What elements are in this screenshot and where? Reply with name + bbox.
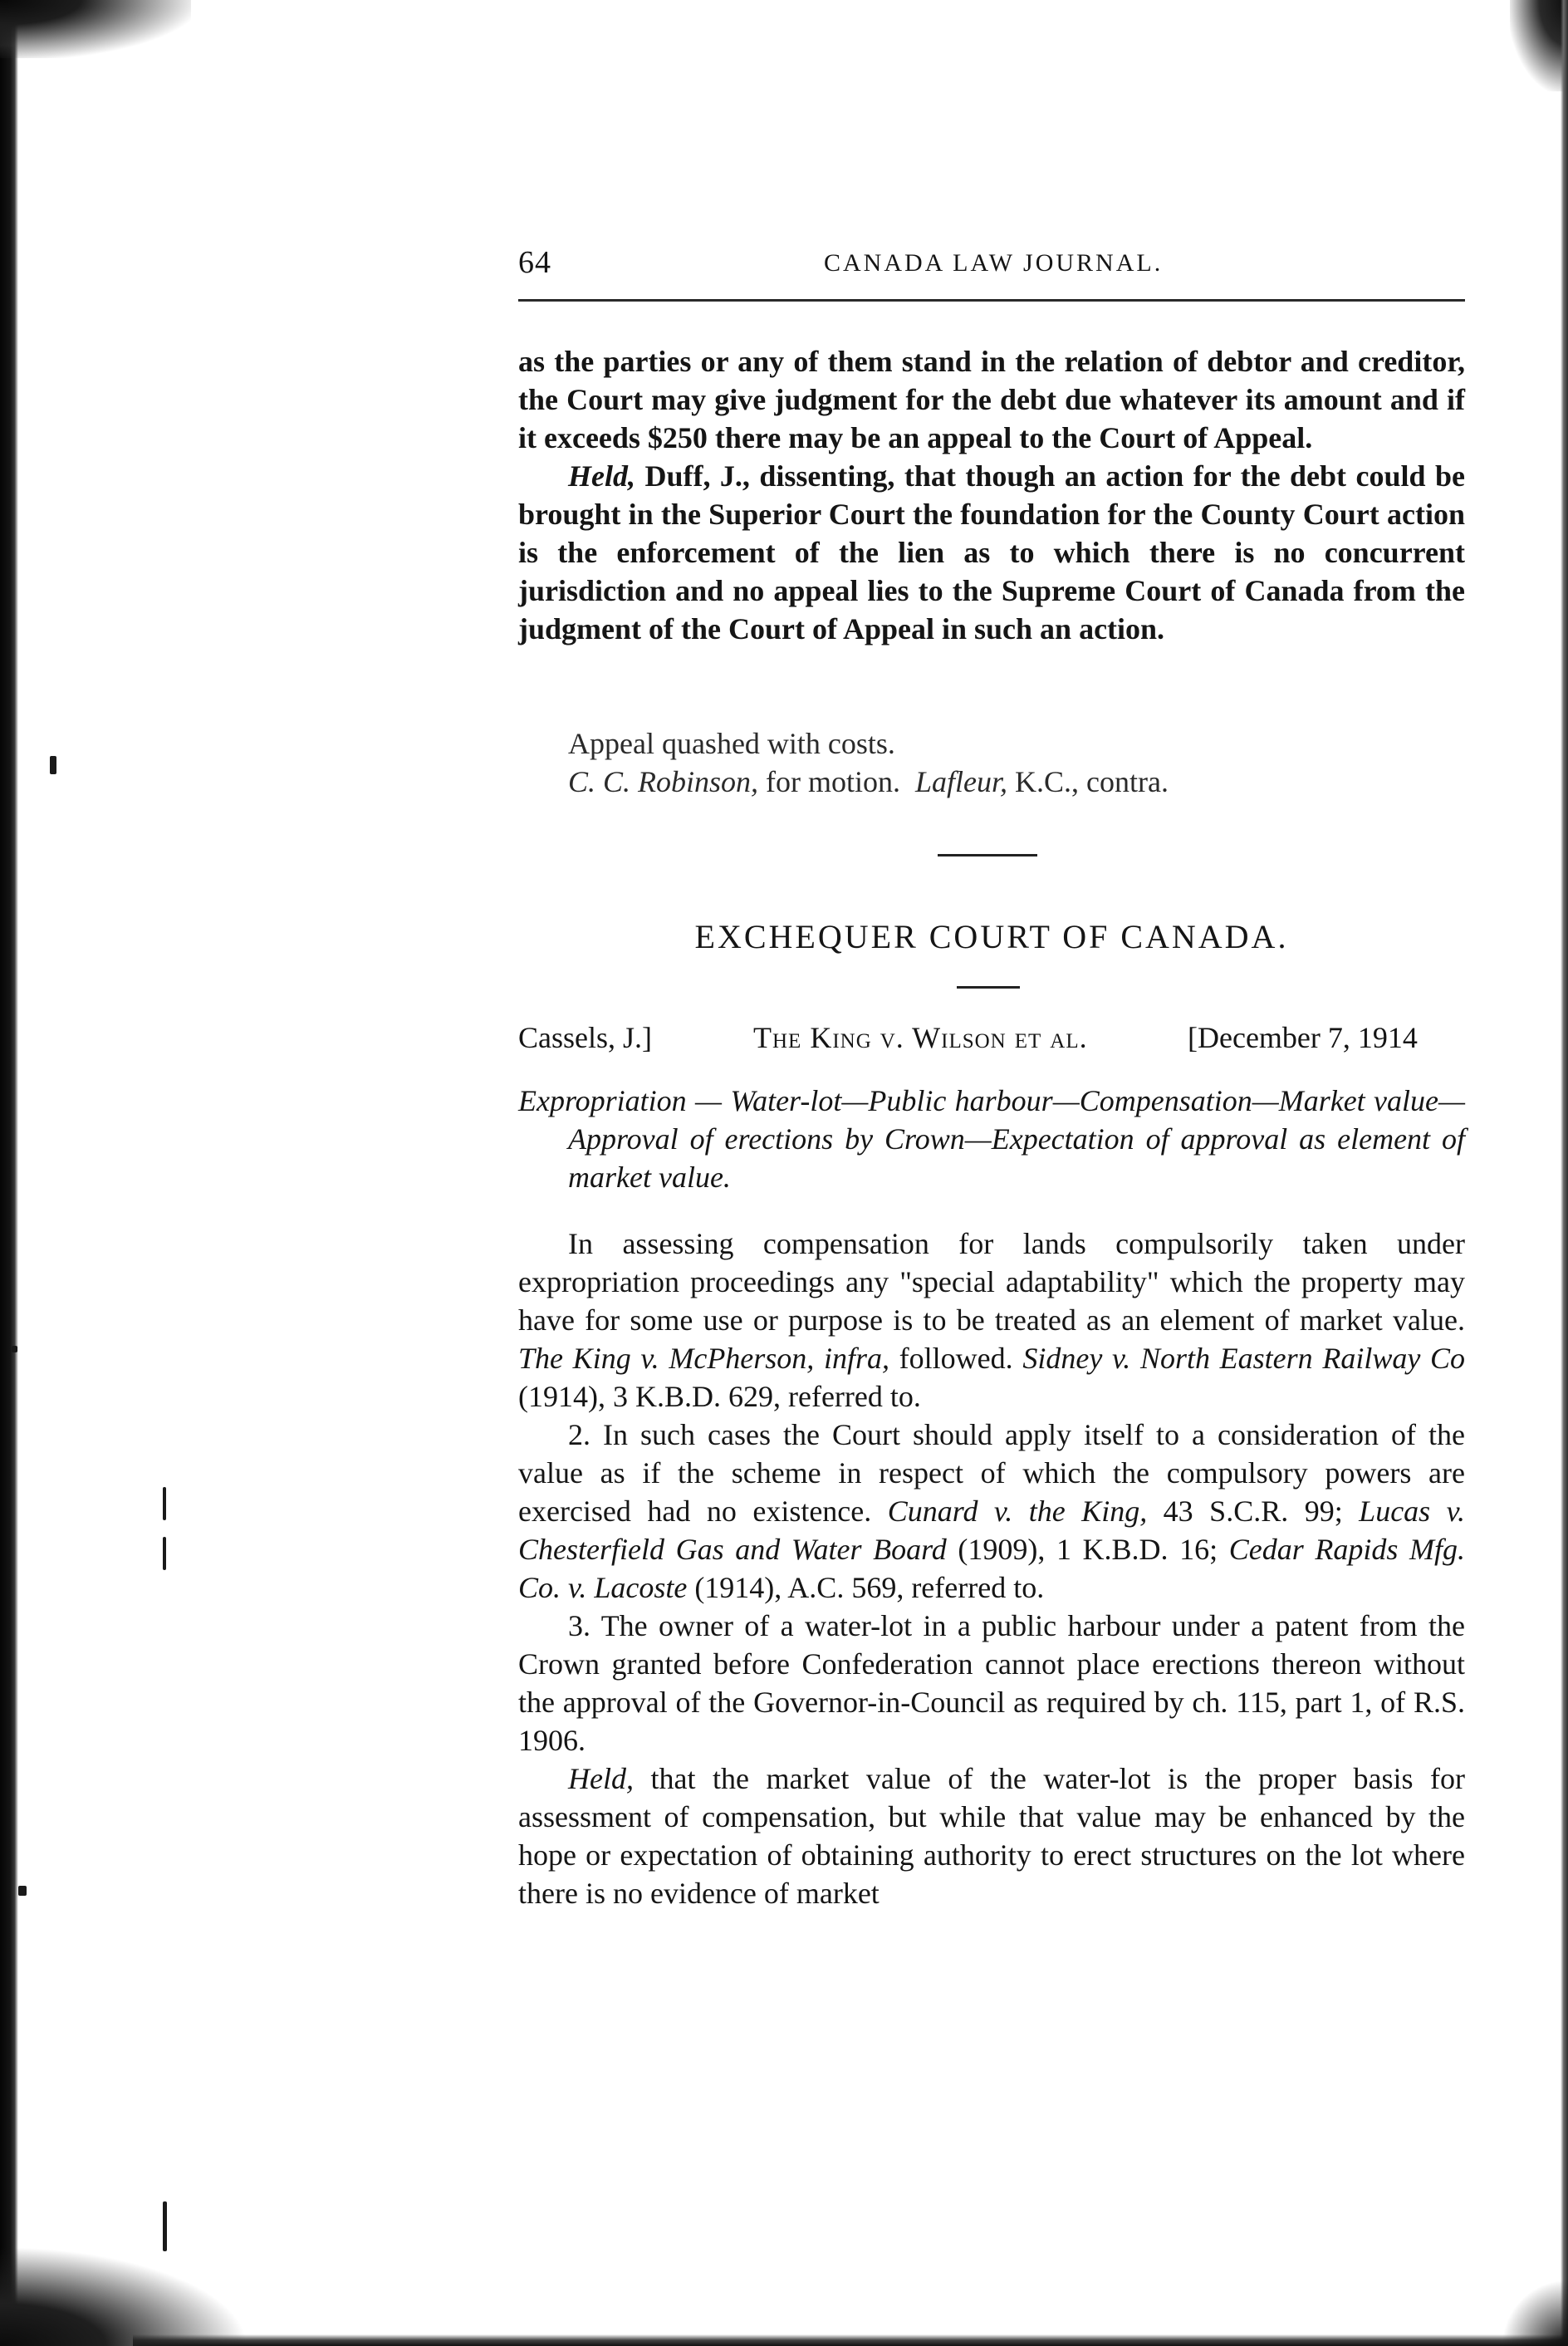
header-rule: [518, 299, 1465, 302]
citation: Sidney v. North Eastern Railway Co: [1012, 1342, 1465, 1375]
held-text: that though an action for the debt could be brought in the Superior Court the foundation for the County Court action is the enforcement of the lien as to which there is no concurrent jurisdiction and no appeal lies to the Supreme Court of Canada from the judgment of the Court of Appeal in such an action.: [518, 459, 1465, 645]
held-judge: Duff, J., dissenting,: [635, 459, 895, 493]
catchwords-text: Expropriation — Water-lot—Public harbour—Compensation—Market value—Approval of erections by Crown—Expectation of approval as element of market value.: [518, 1084, 1465, 1194]
paragraph-2-mid-2: (1909), 1 K.B.D. 16;: [946, 1533, 1218, 1566]
headnote-held: [518, 1760, 1465, 1912]
scan-corner-top-right: [1510, 0, 1568, 91]
scan-corner-top-left: [0, 0, 191, 58]
prior-case-held: [518, 457, 1465, 648]
scan-corner-bottom-left: [0, 2246, 249, 2346]
headnote-paragraph-3: 3. The owner of a water-lot in a public harbour under a patent from the Crown granted before Confederation cannot place erections thereon without the approval of the Governor-in-Council as required by ch. 115, part 1, of R.S. 1906.: [518, 1609, 1465, 1757]
style-of-cause: The King v. Wilson et al.: [753, 1021, 1088, 1054]
disposition: Appeal quashed with costs.: [568, 727, 895, 760]
citation: The King v. McPherson, infra,: [518, 1342, 889, 1375]
court-heading-rule: [957, 986, 1020, 989]
page-number: 64: [518, 245, 551, 280]
scan-speck: [50, 756, 56, 774]
headnote-paragraph-1: [518, 1225, 1465, 1416]
prior-case-continuation: [518, 342, 1465, 648]
citation: Lucas v. Chesterfield Gas and Water Board: [518, 1494, 1465, 1566]
paragraph-2-mid-1: 43 S.C.R. 99;: [1147, 1494, 1343, 1528]
paragraph-1-end: (1914), 3 K.B.D. 629, referred to.: [518, 1380, 921, 1413]
prior-case-paragraph: as the parties or any of them stand in the relation of debtor and creditor, the Court may give judgment for the debt due whatever its amount and if it exceeds $250 there may be an appeal to the Court of Appeal.: [518, 345, 1465, 454]
paragraph-2-end: (1914), A.C. 569, referred to.: [687, 1571, 1045, 1604]
running-head: [518, 244, 1465, 284]
counsel-2-role: K.C., contra.: [1007, 765, 1169, 798]
held-label: Held,: [568, 1762, 634, 1795]
scan-speck: [163, 2201, 167, 2251]
judge: Cassels, J.]: [518, 1021, 652, 1054]
headnote-paragraph-2: [518, 1416, 1465, 1607]
citation: Cedar Rapids Mfg. Co. v. Lacoste: [518, 1533, 1465, 1604]
counsel-1-role: for motion.: [758, 765, 901, 798]
journal-title: CANADA LAW JOURNAL.: [824, 249, 1164, 277]
section-divider-rule: [938, 854, 1037, 856]
counsel-2-name: Lafleur,: [915, 765, 1008, 798]
paragraph-2-text: 2. In such cases the Court should apply itself to a consideration of the value as if the scheme in respect of which the compulsory powers are exercised had no existence.: [518, 1418, 1465, 1528]
scan-speck: [12, 1346, 17, 1352]
headnote-body: [518, 1225, 1465, 1912]
scan-speck: [18, 1886, 27, 1896]
scan-speck: [163, 1487, 166, 1520]
paragraph-1-text: In assessing compensation for lands compulsorily taken under expropriation proceedings any "special adaptability" which the property may have for some use or purpose is to be treated as an element of market value.: [518, 1227, 1465, 1337]
held-text: that the market value of the water-lot is the proper basis for assessment of compensation, but while that value may be enhanced by the hope or expectation of obtaining authority to erect structures on the lot where there is no evidence of market: [518, 1762, 1465, 1910]
held-label: Held,: [568, 459, 635, 493]
paragraph-1-mid: followed.: [889, 1342, 1013, 1375]
decision-date: [December 7, 1914: [1188, 1021, 1418, 1054]
case-caption: [518, 1020, 1465, 1058]
citation: Cunard v. the King,: [871, 1494, 1148, 1528]
court-heading: EXCHEQUER COURT OF CANADA.: [694, 918, 1289, 955]
counsel-line: [518, 763, 1465, 801]
counsel-1-name: C. C. Robinson,: [568, 765, 759, 798]
scan-corner-bottom-right: [1502, 2280, 1568, 2346]
scan-speck: [163, 1537, 166, 1570]
scan-edge-left: [0, 0, 18, 2346]
scan-edge-right: [1561, 0, 1568, 2346]
prior-case-disposition-block: [518, 724, 1465, 801]
catchwords: [518, 1082, 1465, 1196]
scan-edge-bottom: [133, 2334, 1568, 2346]
